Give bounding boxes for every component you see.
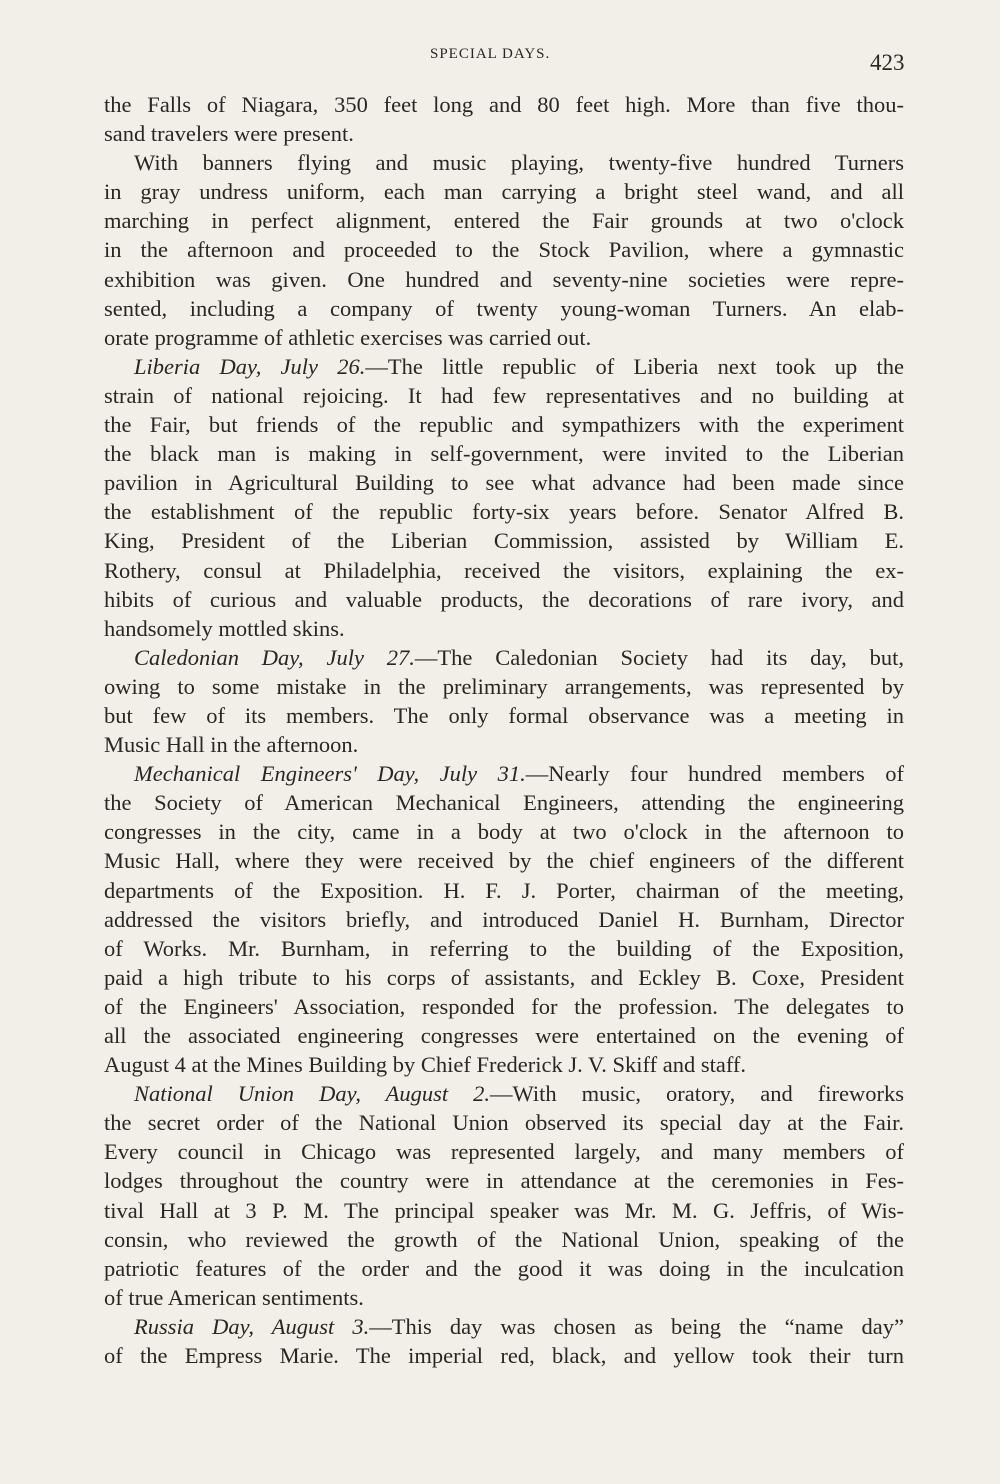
text-line: [104, 934, 904, 963]
text-line: [104, 410, 904, 439]
line-text: With banners flying and music playing, twenty-five hundred Turners: [134, 150, 904, 176]
text-line: [104, 817, 904, 846]
text-line: [104, 672, 904, 701]
line-text: the Fair, but friends of the republic and sympathizers with the experiment: [104, 412, 904, 438]
line-text: tival Hall at 3 P. M. The principal speaker was Mr. M. G. Jeffris, of Wis-: [104, 1197, 904, 1223]
text-line: [104, 876, 904, 905]
day-heading: National Union Day, August 2.: [134, 1081, 491, 1107]
line-text: addressed the visitors briefly, and introduced Daniel H. Burnham, Director: [104, 906, 904, 932]
line-text: patriotic features of the order and the good it was doing in the inculcation: [104, 1255, 904, 1281]
paragraph: [104, 759, 904, 1079]
text-line: [104, 1283, 904, 1312]
line-text: Music Hall in the afternoon.: [104, 732, 359, 758]
line-text: August 4 at the Mines Building by Chief Frederick J. V. Skiff and staff.: [104, 1052, 747, 1078]
line-text: —With music, oratory, and fireworks: [490, 1081, 904, 1107]
line-text: owing to some mistake in the preliminary arrangements, was represented by: [104, 673, 904, 699]
text-line: [104, 788, 904, 817]
text-line: [104, 177, 904, 206]
paragraph: [104, 90, 904, 148]
line-text: the establishment of the republic forty-six years before. Senator Alfred B.: [104, 499, 904, 525]
line-text: strain of national rejoicing. It had few representatives and no building at: [104, 382, 904, 408]
line-text: King, President of the Liberian Commission, assisted by William E.: [104, 528, 904, 554]
text-line: [104, 730, 904, 759]
day-heading: Russia Day, August 3.: [134, 1313, 370, 1339]
line-text: of the Engineers' Association, responded for the profession. The delegates to: [104, 993, 904, 1019]
text-line: [104, 846, 904, 875]
line-text: —This day was chosen as being the “name day”: [369, 1313, 904, 1339]
text-line: [104, 1341, 904, 1370]
page-number: 423: [870, 50, 905, 75]
text-line: [104, 526, 904, 555]
text-line: [104, 1137, 904, 1166]
paragraph: [104, 352, 904, 643]
day-heading: Caledonian Day, July 27.: [134, 644, 415, 670]
line-text: —The Caledonian Society had its day, but,: [414, 644, 904, 670]
text-line: [104, 1108, 904, 1137]
line-text: orate programme of athletic exercises was carried out.: [104, 324, 592, 350]
paragraph: [104, 1079, 904, 1312]
running-head: SPECIAL DAYS.: [430, 46, 551, 62]
text-line: [104, 119, 904, 148]
line-text: hibits of curious and valuable products, the decorations of rare ivory, and: [104, 586, 904, 612]
text-line: [104, 90, 904, 119]
day-heading: Mechanical Engineers' Day, July 31.: [134, 761, 526, 787]
text-line: [104, 323, 904, 352]
day-heading: Liberia Day, July 26.: [134, 353, 366, 379]
line-text: exhibition was given. One hundred and seventy-nine societies were repre-: [104, 266, 904, 292]
text-line: [104, 1196, 904, 1225]
line-text: the black man is making in self-government, were invited to the Liberian: [104, 441, 904, 467]
paragraph: [104, 643, 904, 759]
text-line: [104, 643, 904, 672]
text-line: [104, 905, 904, 934]
text-line: [104, 614, 904, 643]
line-text: in the afternoon and proceeded to the Stock Pavilion, where a gymnastic: [104, 237, 904, 263]
line-text: handsomely mottled skins.: [104, 615, 345, 641]
paragraph: [104, 1312, 904, 1370]
text-line: [104, 1050, 904, 1079]
line-text: of Works. Mr. Burnham, in referring to the building of the Exposition,: [104, 935, 904, 961]
text-line: [104, 585, 904, 614]
line-text: the Society of American Mechanical Engineers, attending the engineering: [104, 790, 904, 816]
text-line: [104, 468, 904, 497]
line-text: of true American sentiments.: [104, 1284, 364, 1310]
line-text: Music Hall, where they were received by the chief engineers of the different: [104, 848, 904, 874]
text-line: [104, 992, 904, 1021]
text-line: [104, 1021, 904, 1050]
line-text: but few of its members. The only formal observance was a meeting in: [104, 702, 904, 728]
text-line: [104, 352, 904, 381]
text-line: [104, 206, 904, 235]
text-line: [104, 235, 904, 264]
text-line: [104, 1254, 904, 1283]
line-text: paid a high tribute to his corps of assistants, and Eckley B. Coxe, President: [104, 964, 904, 990]
body-text: [104, 90, 904, 1370]
line-text: congresses in the city, came in a body at two o'clock in the afternoon to: [104, 819, 904, 845]
text-line: [104, 381, 904, 410]
text-line: [104, 1166, 904, 1195]
line-text: all the associated engineering congresses were entertained on the evening of: [104, 1023, 904, 1048]
text-line: [104, 1312, 904, 1341]
text-line: [104, 963, 904, 992]
line-text: sented, including a company of twenty young-woman Turners. An elab-: [104, 295, 904, 321]
text-line: [104, 759, 904, 788]
text-line: [104, 556, 904, 585]
line-text: —Nearly four hundred members of: [525, 761, 904, 787]
text-line: [104, 1225, 904, 1254]
line-text: marching in perfect alignment, entered the Fair grounds at two o'clock: [104, 208, 904, 234]
line-text: —The little republic of Liberia next took up the: [365, 353, 905, 379]
line-text: lodges throughout the country were in attendance at the ceremonies in Fes-: [104, 1168, 904, 1194]
line-text: in gray undress uniform, each man carrying a bright steel wand, and all: [104, 179, 904, 205]
text-line: [104, 701, 904, 730]
line-text: consin, who reviewed the growth of the National Union, speaking of the: [104, 1226, 904, 1252]
text-line: [104, 439, 904, 468]
line-text: of the Empress Marie. The imperial red, black, and yellow took their turn: [104, 1343, 904, 1369]
line-text: Every council in Chicago was represented largely, and many members of: [104, 1139, 904, 1165]
text-line: [104, 265, 904, 294]
line-text: departments of the Exposition. H. F. J. Porter, chairman of the meeting,: [104, 877, 904, 903]
line-text: Rothery, consul at Philadelphia, received the visitors, explaining the ex-: [104, 557, 904, 583]
text-line: [104, 148, 904, 177]
text-line: [104, 1079, 904, 1108]
line-text: pavilion in Agricultural Building to see what advance had been made since: [104, 470, 904, 496]
text-line: [104, 497, 904, 526]
line-text: sand travelers were present.: [104, 121, 354, 147]
paragraph: [104, 148, 904, 352]
line-text: the Falls of Niagara, 350 feet long and 80 feet high. More than five thou-: [104, 92, 904, 117]
line-text: the secret order of the National Union observed its special day at the Fair.: [104, 1110, 904, 1136]
text-line: [104, 294, 904, 323]
